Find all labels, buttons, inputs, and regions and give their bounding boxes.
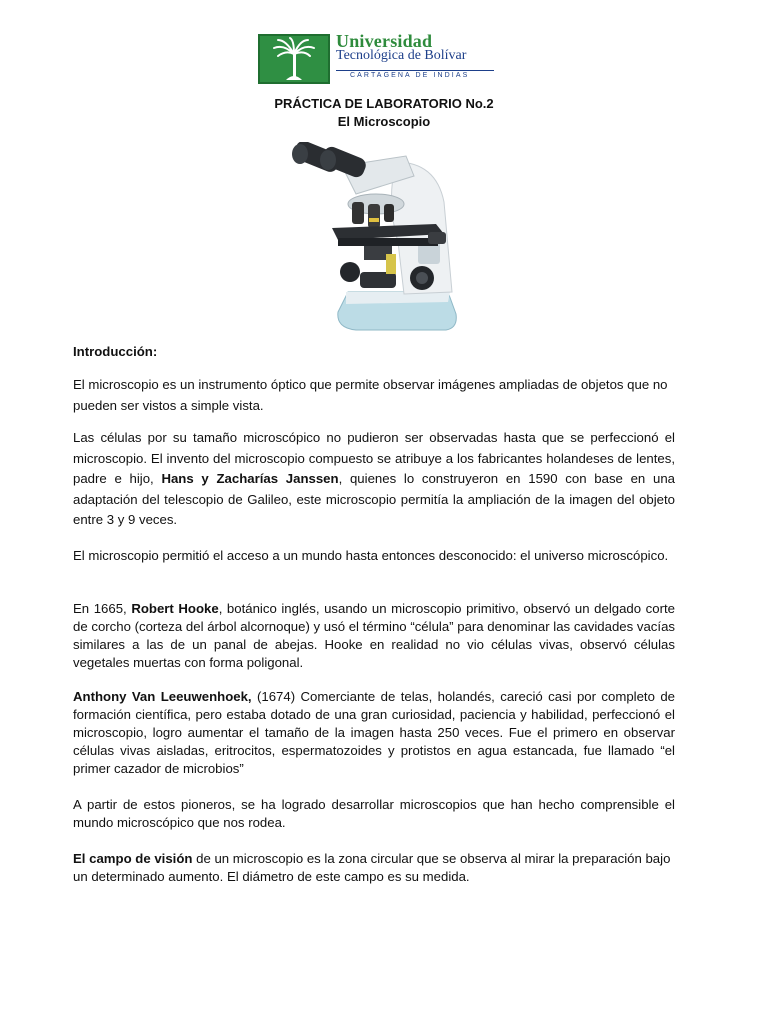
logo-divider [336, 70, 494, 71]
field-of-view-term: El campo de visión [73, 851, 193, 866]
paragraph-pioneers: A partir de estos pioneros, se ha logrado desarrollar microscopios que han hecho comprensible el mundo microscópico que nos rodea. [73, 797, 675, 830]
paragraph-text: (1674) Comerciante de telas, holandés, careció casi por completo de formación científica, pero estaba dotado de una gran curiosidad, paciencia y habilidad, perfeccionó el microscopio, logro aumentar el tamaño de la imagen hasta 250 veces. Fue el primero en observar células vivas aisladas, eritrocitos, espermatozoides y protistos en agua estancada, fue llamado “el primer cazador de microbios” [73, 689, 675, 776]
paragraph-microscopic-world: El microscopio permitió el acceso a un mundo hasta entonces desconocido: el universo microscópico. [73, 548, 669, 563]
introduction-heading: Introducción: [73, 344, 158, 359]
leeuwenhoek-name: Anthony Van Leeuwenhoek, [73, 689, 252, 704]
palm-tree-icon [258, 34, 330, 84]
paragraph-text: Las células por su tamaño microscópico no pudieron ser observadas hasta que se perfeccionó el microscopio. El invento del microscopio compuesto se atribuye a los fabricantes holandeses de lentes, padre e hijo, [73, 430, 675, 486]
paragraph-text: , quienes lo construyeron en 1590 con base en una adaptación del telescopio de Galileo, este microscopio permitía la ampliación de la imagen del objeto entre 3 y 9 veces. [73, 471, 675, 527]
janssen-name: Hans y Zacharías Janssen [161, 471, 339, 486]
microscope-image [286, 142, 466, 332]
hooke-name: Robert Hooke [131, 601, 219, 616]
practice-subtitle: El Microscopio [337, 114, 431, 129]
logo-subtitle: Tecnológica de Bolívar [336, 48, 467, 63]
paragraph-definition: El microscopio es un instrumento óptico que permite observar imágenes ampliadas de objetos que no pueden ser vistos a simple vista. [73, 377, 668, 413]
paragraph-text: de un microscopio es la zona circular que se observa al mirar la preparación bajo un determinado aumento. El diámetro de este campo es su medida. [73, 851, 671, 884]
university-logo [258, 31, 494, 86]
paragraph-text: , botánico inglés, usando un microscopio primitivo, observó un delgado corte de corcho (corteza del árbol alcornoque) y usó el término “célula” para denominar las cavidades vacías similares a las de un panal de abejas. Hooke en realidad no vio células vivas, observó células vegetales muertas con forma poligonal. [73, 601, 675, 670]
paragraph-text: En 1665, [73, 601, 127, 616]
paragraph-leeuwenhoek [73, 688, 675, 778]
paragraph-hooke [73, 600, 675, 672]
practice-title: PRÁCTICA DE LABORATORIO No.2 [274, 96, 494, 111]
paragraph-cells-history [73, 428, 675, 531]
logo-name: Universidad [336, 31, 433, 51]
paragraph-field-of-view [73, 850, 675, 886]
logo-city: CARTAGENA DE INDIAS [350, 72, 470, 79]
